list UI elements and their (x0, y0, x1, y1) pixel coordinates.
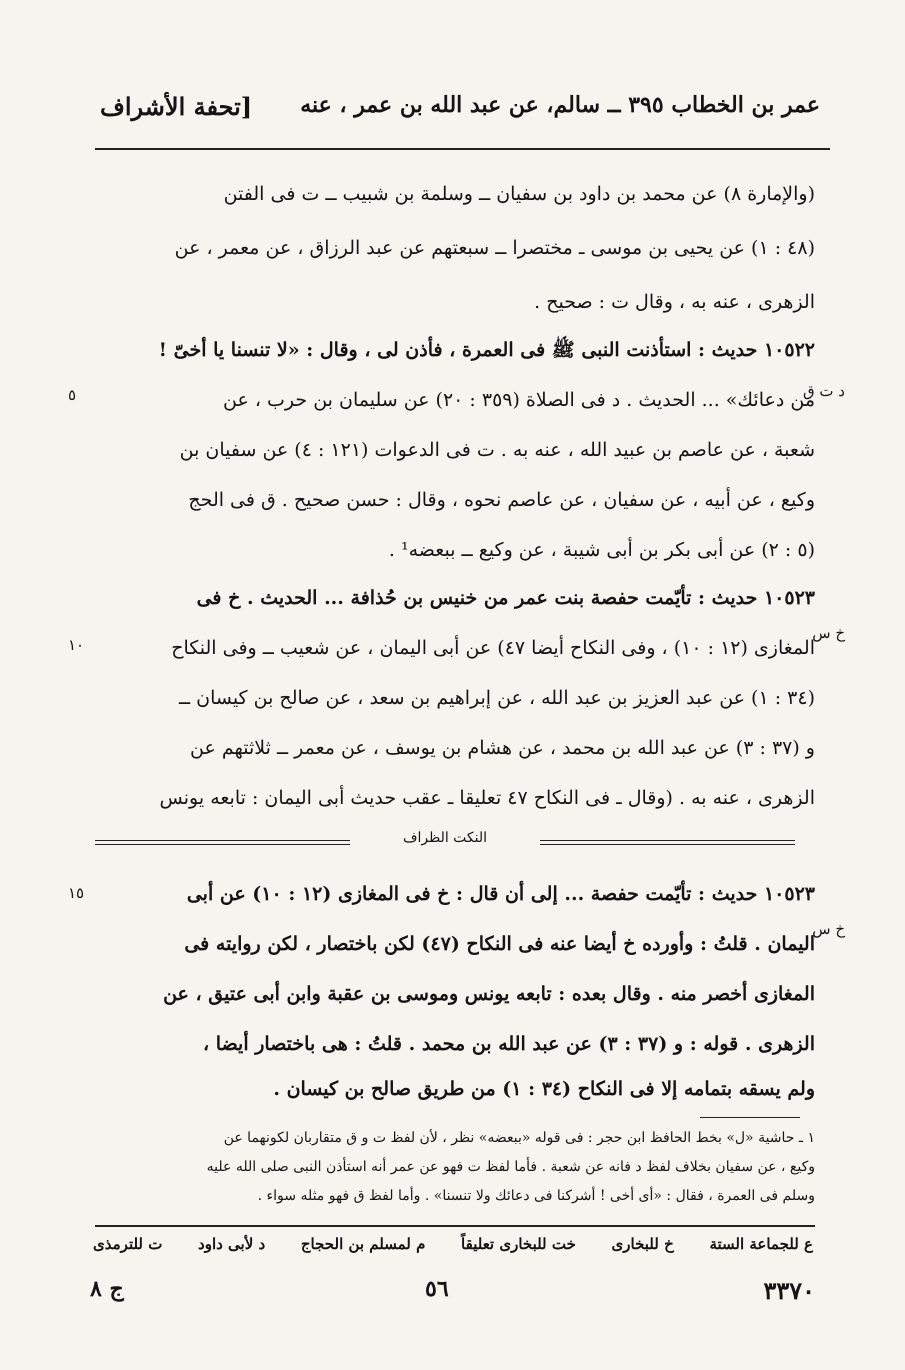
header-divider (95, 148, 830, 150)
volume-number: ج ٨ (90, 1276, 124, 1302)
footnote-line-3: وسلم فى العمرة ، فقال : «أى أخى ! أشركنا فى دعائك ولا تنسنا» . وأما لفظ ق فهو مثله سواء . (257, 1188, 815, 1204)
text-line-3: الزهرى ، عنه به ، وقال ت : صحيح . (534, 291, 815, 313)
abbreviations-key (93, 1235, 813, 1253)
text-line-1: (والإمارة ٨) عن محمد بن داود بن سفيان ــ وسلمة بن شبيب ــ ت فى الفتن (223, 183, 815, 205)
divider-rule-right (540, 840, 795, 845)
nukat-line-1: ١٠٥٢٣ حديث : تأيّمت حفصة ... إلى أن قال : خ فى المغازى (١٢ : ١٠) عن أبى (186, 883, 815, 905)
margin-line-number-5: ٥ (68, 386, 77, 404)
text-line-7: وكيع ، عن أبيه ، عن سفيان ، عن عاصم نحوه ، وقال : حسن صحيح . ق فى الحج (188, 489, 815, 511)
margin-sigla-khs-2: خ س (812, 920, 845, 938)
margin-line-number-15: ١٥ (68, 884, 85, 902)
abbr-bukhari: خ للبخارى (611, 1235, 674, 1253)
nukat-line-2: اليمان . قلتُ : وأورده خ أيضا عنه فى النكاح (٤٧) لكن باختصار ، لكن روايته فى (184, 933, 815, 955)
text-line-11: (٣٤ : ١) عن عبد العزيز بن عبد الله ، عن إبراهيم بن سعد ، عن صالح بن كيسان ــ (178, 687, 815, 709)
footnote-line-1: ١ ـ حاشية «ل» بخط الحافظ ابن حجر : فى قوله «ببعضه» نظر ، لأن لفظ ت و ق متقاربان لكونهما عن (223, 1130, 815, 1146)
text-line-10: المغازى (١٢ : ١٠) ، وفى النكاح أيضا ٤٧) عن أبى اليمان ، عن شعيب ــ وفى النكاح (171, 637, 815, 659)
nukat-line-5: ولم يسقه بتمامه إلا فى النكاح (٣٤ : ١) من طريق صالح بن كيسان . (273, 1078, 815, 1100)
text-line-13: الزهرى ، عنه به . (وقال ـ فى النكاح ٤٧ تعليقا ـ عقب حديث أبى اليمان : تابعه يونس (159, 787, 815, 809)
footnote-divider (700, 1117, 800, 1118)
text-line-2: (٤٨ : ١) عن يحيى بن موسى ـ مختصرا ــ سبعتهم عن عبد الرزاق ، عن معمر ، عن (174, 237, 815, 259)
abbr-jamaa: ع للجماعة الستة (709, 1235, 813, 1253)
running-header (100, 92, 820, 140)
text-line-6: شعبة ، عن عاصم بن عبيد الله ، عنه به . ت فى الدعوات (١٢١ : ٤) عن سفيان بن (179, 439, 815, 461)
footnote-line-2: وكيع ، عن سفيان بخلاف لفظ د فانه عن شعبة . فأما لفظ ت فهو عن عمر أنه استأذن النبى صلى الله عليه (206, 1159, 815, 1175)
margin-sigla-dtq: د ت ق (803, 382, 845, 400)
abbr-abu-dawud: د لأبى داود (198, 1235, 266, 1253)
abbr-tirmidhi: ت للترمذى (93, 1235, 163, 1253)
hadith-10523-line: ١٠٥٢٣ حديث : تأيّمت حفصة بنت عمر من خنيس بن حُذافة ... الحديث . خ فى (196, 587, 815, 609)
nukat-divider (95, 832, 795, 850)
nukat-label: النكت الظراف (402, 830, 488, 846)
abbr-bukhari-taliq: خت للبخارى تعليقاً (461, 1235, 576, 1253)
divider-rule-left (95, 840, 350, 845)
margin-sigla-khs: خ س (812, 624, 845, 642)
abbr-muslim: م لمسلم بن الحجاج (300, 1235, 426, 1253)
footer-divider (95, 1225, 815, 1227)
page-number: ٥٦ (425, 1276, 449, 1302)
text-line-8: (٥ : ٢) عن أبى بكر بن أبى شيبة ، عن وكيع ــ ببعضه¹ . (388, 539, 815, 561)
page-code: ٣٣٧٠ (763, 1276, 815, 1305)
header-book-title: [تحفة الأشراف (100, 92, 253, 121)
text-line-12: و (٣٧ : ٣) عن عبد الله بن محمد ، عن هشام بن يوسف ، عن معمر ــ ثلاثتهم عن (190, 737, 815, 759)
nukat-line-4: الزهرى . قوله : و (٣٧ : ٣) عن عبد الله بن محمد . قلتُ : هى باختصار أيضا ، (203, 1033, 815, 1055)
nukat-line-3: المغازى أخصر منه . وقال بعده : تابعه يونس وموسى بن عقبة وابن أبى عتيق ، عن (163, 983, 815, 1005)
header-title: عمر بن الخطاب ٣٩٥ ــ سالم، عن عبد الله بن عمر ، عنه (300, 92, 820, 118)
text-line-5: من دعائك» ... الحديث . د فى الصلاة (٣٥٩ : ٢٠) عن سليمان بن حرب ، عن (223, 389, 815, 411)
margin-line-number-10: ١٠ (68, 636, 85, 654)
hadith-10522-line: ١٠٥٢٢ حديث : استأذنت النبى ﷺ فى العمرة ، فأذن لى ، وقال : «لا تنسنا يا أخىّ ! (158, 339, 815, 361)
